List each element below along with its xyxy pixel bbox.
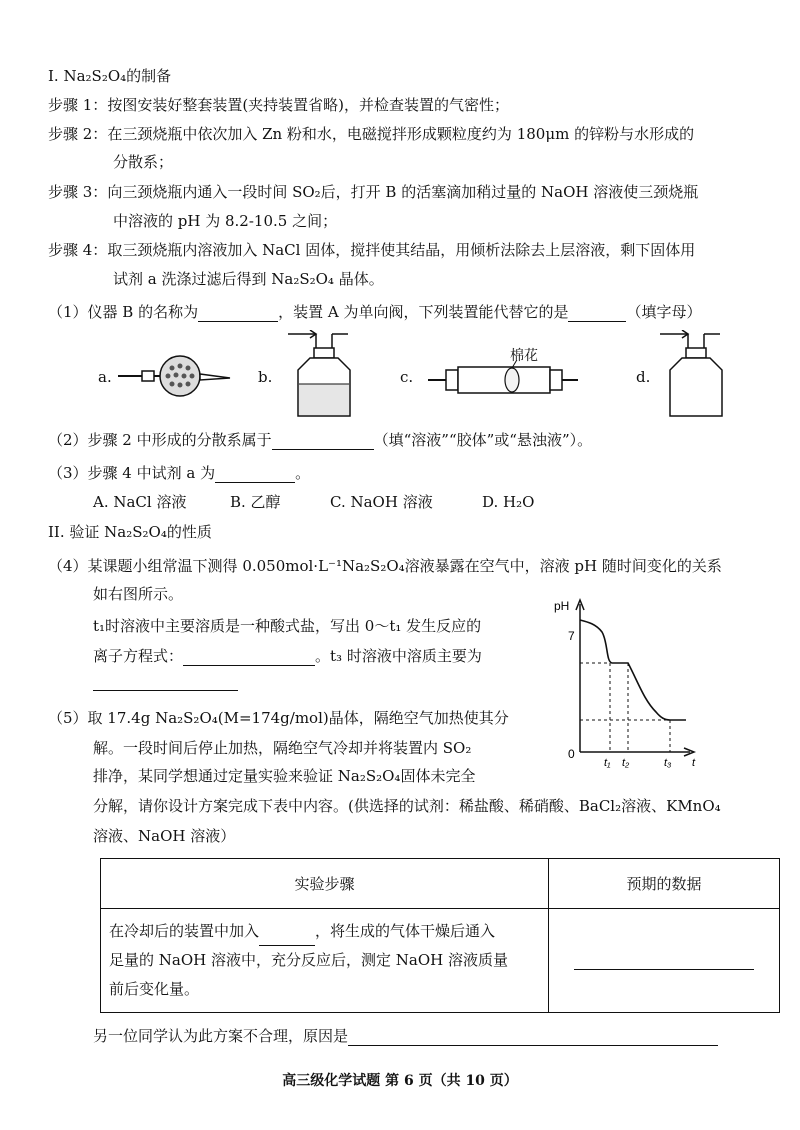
table-row bbox=[101, 909, 780, 1013]
q1-text-1: （1）仪器 B 的名称为 bbox=[48, 303, 199, 321]
question-3 bbox=[48, 463, 310, 483]
y-axis-label: pH bbox=[554, 599, 570, 613]
step-text: 在三颈烧瓶中依次加入 Zn 粉和水，电磁搅拌形成颗粒度约为 180μm 的锌粉与水形成的 bbox=[107, 125, 695, 143]
expected-data-cell bbox=[549, 909, 780, 1013]
q4-line-2: 如右图所示。 bbox=[93, 585, 184, 603]
q1-text-2: ，装置 A 为单向阀，下列装置能代替它的是 bbox=[278, 303, 569, 321]
option-c-label: c. bbox=[400, 368, 414, 386]
q2-text-1: （2）步骤 2 中形成的分散系属于 bbox=[48, 431, 272, 449]
q5-line-5: 溶液、NaOH 溶液） bbox=[93, 827, 236, 845]
step-3 bbox=[48, 182, 698, 202]
step-text: 取三颈烧瓶内溶液加入 NaCl 固体，搅拌使其结晶，用倾析法除去上层溶液，剩下固体用 bbox=[107, 241, 696, 259]
q5-line-2: 解。一段时间后停止加热，隔绝空气冷却并将装置内 SO₂ bbox=[93, 739, 472, 757]
answer-blank[interactable] bbox=[568, 305, 626, 322]
q5-line-4: 分解，请你设计方案完成下表中内容。(供选择的试剂：稀盐酸、稀硝酸、BaCl₂溶液、KMnO₄ bbox=[93, 797, 721, 815]
empty-bottle-icon bbox=[660, 330, 740, 420]
step-2 bbox=[48, 124, 694, 144]
cotton-label: 棉花 bbox=[510, 348, 538, 364]
option-d-label: d. bbox=[636, 368, 651, 386]
step-text: 向三颈烧瓶内通入一段时间 SO₂后，打开 B 的活塞滴加稍过量的 NaOH 溶液使三颈烧瓶 bbox=[107, 183, 699, 201]
ph-time-graph bbox=[548, 592, 700, 770]
header-steps: 实验步骤 bbox=[101, 859, 549, 909]
origin-label: 0 bbox=[568, 747, 575, 761]
question-1 bbox=[48, 302, 702, 322]
row-line: 前后变化量。 bbox=[109, 980, 200, 998]
tube-with-cotton-icon bbox=[428, 360, 578, 400]
gas-washing-bottle-icon bbox=[288, 330, 358, 420]
experiment-table bbox=[100, 858, 780, 1013]
y-tick-label: 7 bbox=[568, 629, 575, 643]
step-text: 按图安装好整套装置(夹持装置省略)，并检查装置的气密性； bbox=[107, 96, 510, 114]
final-line bbox=[93, 1026, 718, 1046]
header-expected-data: 预期的数据 bbox=[549, 859, 780, 909]
q2-text-2: （填“溶液”“胶体”或“悬浊液”）。 bbox=[373, 431, 593, 449]
q3-end: 。 bbox=[295, 464, 311, 482]
q4-text-a: 离子方程式： bbox=[93, 647, 184, 665]
q5-line-1: （5）取 17.4g Na₂S₂O₄(M=174g/mol)晶体，隔绝空气加热使其分 bbox=[48, 709, 509, 727]
answer-blank[interactable] bbox=[215, 466, 295, 483]
drying-tube-icon bbox=[118, 350, 238, 402]
section-2-title: II. 验证 Na₂S₂O₄的性质 bbox=[48, 523, 212, 541]
row-line bbox=[109, 917, 540, 946]
answer-blank[interactable] bbox=[348, 1029, 718, 1046]
table-header-row bbox=[101, 859, 780, 909]
choice-b: B. 乙醇 bbox=[230, 493, 281, 511]
answer-blank[interactable] bbox=[198, 305, 278, 322]
page-footer: 高三级化学试题 第 6 页（共 10 页） bbox=[282, 1073, 518, 1089]
q1-text-3: （填字母） bbox=[626, 303, 702, 321]
choice-d: D. H₂O bbox=[482, 493, 535, 511]
choice-a: A. NaCl 溶液 bbox=[93, 493, 187, 511]
row-text: 在冷却后的装置中加入 bbox=[109, 922, 260, 940]
t1-label: t₁ bbox=[604, 757, 611, 769]
question-2 bbox=[48, 430, 592, 450]
answer-blank[interactable] bbox=[259, 929, 315, 946]
choice-c: C. NaOH 溶液 bbox=[330, 493, 433, 511]
t-axis-label: t bbox=[692, 757, 696, 769]
q4-line-4 bbox=[93, 646, 482, 666]
final-text: 另一位同学认为此方案不合理，原因是 bbox=[93, 1027, 349, 1045]
q5-line-3: 排净，某同学想通过定量实验来验证 Na₂S₂O₄固体未完全 bbox=[93, 767, 476, 785]
step-2-cont: 分散系； bbox=[113, 153, 174, 171]
step-label: 步骤 3： bbox=[48, 183, 108, 201]
step-3-cont: 中溶液的 pH 为 8.2-10.5 之间； bbox=[113, 212, 338, 230]
answer-blank[interactable] bbox=[93, 674, 238, 691]
row-line: 足量的 NaOH 溶液中，充分反应后，测定 NaOH 溶液质量 bbox=[109, 951, 508, 969]
row-text: ，将生成的气体干燥后通入 bbox=[315, 922, 496, 940]
step-4-cont: 试剂 a 洗涤过滤后得到 Na₂S₂O₄ 晶体。 bbox=[113, 270, 384, 288]
step-1 bbox=[48, 95, 509, 115]
answer-blank[interactable] bbox=[183, 649, 315, 666]
answer-blank[interactable] bbox=[272, 433, 374, 450]
q4-line-3: t₁时溶液中主要溶质是一种酸式盐，写出 0～t₁ 发生反应的 bbox=[93, 617, 482, 635]
q4-text-b: 。t₃ 时溶液中溶质主要为 bbox=[315, 647, 482, 665]
step-4 bbox=[48, 240, 695, 260]
t3-label: t₃ bbox=[664, 757, 672, 769]
steps-cell bbox=[101, 909, 549, 1013]
ph-curve bbox=[580, 620, 686, 720]
q4-line-1: （4）某课题小组常温下测得 0.050mol·L⁻¹Na₂S₂O₄溶液暴露在空气中，溶液 pH 随时间变化的关系 bbox=[48, 557, 722, 575]
step-label: 步骤 1： bbox=[48, 96, 108, 114]
step-label: 步骤 4： bbox=[48, 241, 108, 259]
t2-label: t₂ bbox=[622, 757, 630, 769]
answer-blank[interactable] bbox=[574, 953, 754, 970]
step-label: 步骤 2： bbox=[48, 125, 108, 143]
option-a-label: a. bbox=[98, 368, 112, 386]
option-b-label: b. bbox=[258, 368, 273, 386]
section-1-title: I. Na₂S₂O₄的制备 bbox=[48, 67, 172, 85]
q3-stem: （3）步骤 4 中试剂 a 为 bbox=[48, 464, 216, 482]
